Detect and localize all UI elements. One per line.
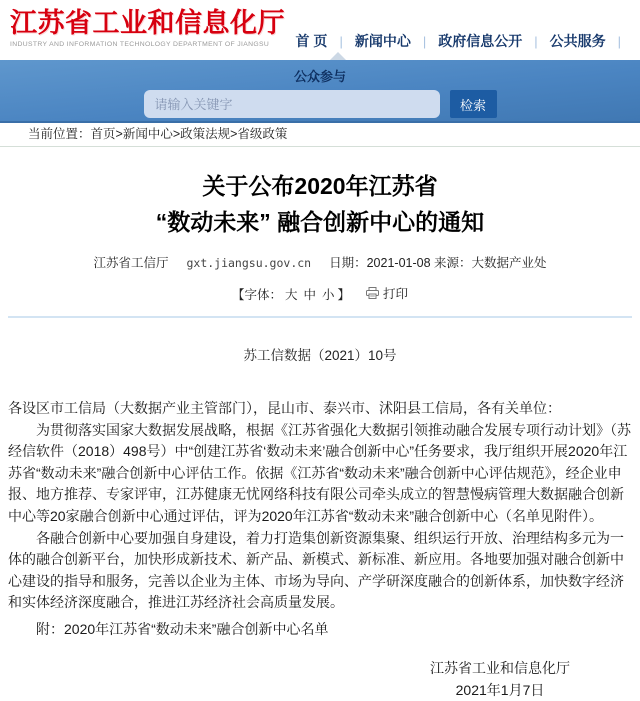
attachment-line[interactable]: 附：2020年江苏省“数动未来”融合创新中心名单 bbox=[36, 620, 329, 637]
meta-date: 日期：2021-01-08 bbox=[329, 256, 431, 270]
active-nav-triangle-icon bbox=[330, 52, 346, 60]
font-controls bbox=[8, 284, 632, 303]
signature-block bbox=[8, 657, 632, 701]
font-size-small-button[interactable]: 小 bbox=[322, 288, 335, 302]
public-participation-band bbox=[0, 60, 640, 123]
page-title bbox=[8, 168, 632, 240]
site-logo-subtitle: INDUSTRY AND INFORMATION TECHNOLOGY DEPARTMENT OF JIANGSU bbox=[10, 41, 270, 48]
font-controls-prefix: 【字体： bbox=[231, 288, 282, 302]
print-button[interactable] bbox=[366, 284, 408, 302]
nav-item-public-services[interactable]: 公共服务 bbox=[549, 33, 606, 49]
printer-icon bbox=[366, 287, 379, 299]
site-logo-title: 江苏省工业和信息化厅 bbox=[10, 8, 285, 38]
meta-source-dept: 江苏省工信厅 bbox=[93, 256, 169, 270]
font-size-medium-button[interactable]: 中 bbox=[303, 288, 316, 302]
page-title-line1: 关于公布2020年江苏省 bbox=[202, 173, 438, 199]
meta-website[interactable]: gxt.jiangsu.gov.cn bbox=[186, 256, 312, 270]
nav-item-gov-info[interactable]: 政府信息公开 bbox=[438, 33, 523, 49]
signature-org: 江苏省工业和信息化厅 bbox=[430, 659, 570, 676]
site-logo[interactable] bbox=[10, 9, 285, 48]
document-number: 苏工信数据（2021）10号 bbox=[243, 348, 397, 363]
font-size-large-button[interactable]: 大 bbox=[284, 288, 298, 302]
article bbox=[0, 168, 640, 701]
print-label: 打印 bbox=[383, 287, 409, 301]
search-input[interactable] bbox=[144, 90, 440, 118]
nav-item-home[interactable]: 首 页 bbox=[295, 33, 328, 49]
top-nav bbox=[295, 31, 632, 51]
nav-separator: | bbox=[534, 33, 538, 49]
site-header bbox=[0, 0, 640, 60]
font-controls-suffix: 】 bbox=[337, 288, 351, 302]
meta-origin: 来源：大数据产业处 bbox=[434, 256, 547, 270]
content-divider bbox=[8, 316, 632, 318]
breadcrumb bbox=[0, 123, 640, 147]
paragraph-main-2: 各融合创新中心要加强自身建设，着力打造集创新资源集聚、组织运行开放、治理结构多元为一体的融合创新平台，加快形成新技术、新产品、新模式、新标准、新应用。各地要加强对融合创新中心建设的指导和服务，完善以企业为主体、市场为导向、产学研深度融合的创新体系，加快数字经济和实体经济深度融合，推进江苏经济社会高质量发展。 bbox=[8, 529, 624, 611]
article-meta bbox=[8, 253, 632, 271]
nav-separator: | bbox=[422, 33, 427, 49]
page-title-line2: “数动未来” 融合创新中心的通知 bbox=[155, 209, 485, 235]
public-participation-label: 公众参与 bbox=[293, 69, 346, 84]
nav-separator: | bbox=[339, 33, 343, 49]
paragraph-salutation: 各设区市工信局（大数据产业主管部门），昆山市、泰兴市、沭阳县工信局，各有关单位： bbox=[8, 400, 561, 416]
breadcrumb-path[interactable]: 首页>新闻中心>政策法规>省级政策 bbox=[90, 127, 288, 141]
signature-date: 2021年1月7日 bbox=[455, 681, 545, 698]
nav-item-news-center[interactable]: 新闻中心 bbox=[354, 33, 411, 49]
nav-separator: | bbox=[617, 33, 621, 49]
breadcrumb-label: 当前位置： bbox=[28, 127, 91, 141]
paragraph-main-1: 为贯彻落实国家大数据发展战略，根据《江苏省强化大数据引领推动融合发展专项行动计划》（苏经信软件（2018）498号）中“创建江苏省‘数动未来’融合创新中心”任务要求，我厅组织开展2020年江苏省“数动未来”融合创新中心评估工作。依据《江苏省“数动未来”融合创新中心评估规范》，经企业申报、地方推荐、专家评审，江苏健康无忧网络科技有限公司牵头成立的智慧慢病管理大数据融合创新中心等20家融合创新中心通过评估，评为2020年江苏省“数动未来”融合创新中心（名单见附件）。 bbox=[8, 421, 631, 524]
article-body bbox=[8, 398, 632, 614]
search-button[interactable]: 检索 bbox=[450, 90, 497, 118]
search-row bbox=[0, 90, 640, 118]
